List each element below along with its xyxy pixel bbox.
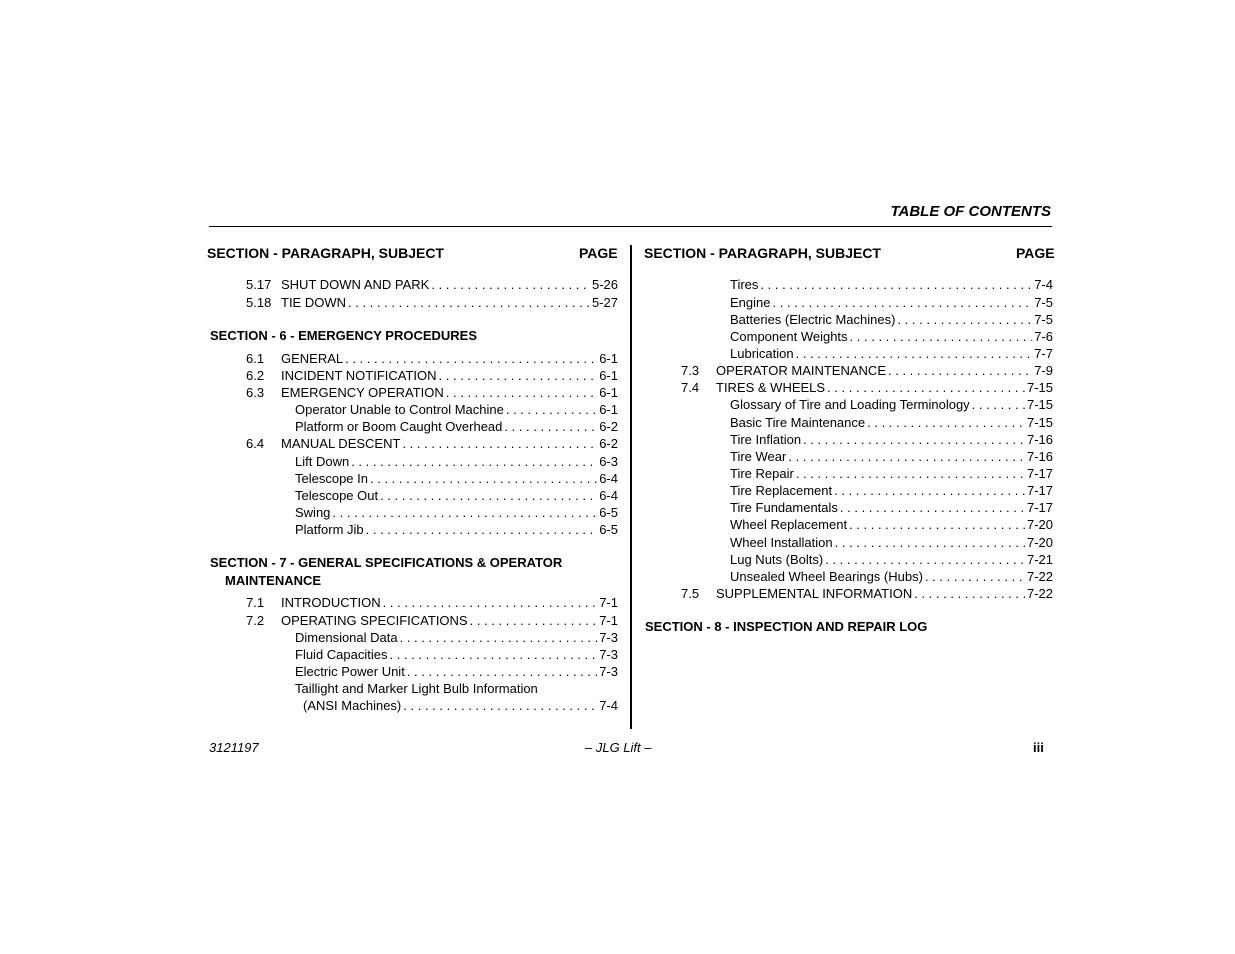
toc-leader-dots [796, 465, 1025, 482]
toc-entry-title: Operator Unable to Control Machine [295, 402, 504, 417]
toc-leader-dots [403, 697, 597, 714]
toc-leader-dots [772, 294, 1032, 311]
toc-entry-number: 6.3 [246, 385, 265, 400]
left-column-heading: SECTION - PARAGRAPH, SUBJECT [207, 245, 444, 261]
section-8-heading[interactable]: SECTION - 8 - INSPECTION AND REPAIR LOG [645, 619, 928, 634]
toc-entry-title: SUPPLEMENTAL INFORMATION [716, 586, 913, 601]
toc-entry-title: Tire Fundamentals [730, 500, 838, 515]
toc-entry-7-5[interactable] [681, 585, 1053, 602]
section-7-heading[interactable]: SECTION - 7 - GENERAL SPECIFICATIONS & OPERATOR [210, 555, 563, 570]
toc-entry-title: INTRODUCTION [281, 595, 381, 610]
toc-leader-dots [402, 435, 597, 452]
toc-subentry[interactable] [730, 396, 1053, 413]
toc-leader-dots [380, 487, 597, 504]
section-6-heading[interactable]: SECTION - 6 - EMERGENCY PROCEDURES [210, 328, 478, 343]
toc-leader-dots [390, 646, 598, 663]
toc-leader-dots [796, 345, 1033, 362]
toc-entry-number: 6.2 [246, 368, 265, 383]
header-rule [209, 226, 1052, 227]
toc-entry-number: 7.1 [246, 595, 265, 610]
toc-leader-dots [351, 453, 597, 470]
toc-entry-page: 7-21 [1026, 552, 1053, 567]
toc-entry-title: Glossary of Tire and Loading Terminology [730, 397, 970, 412]
toc-leader-dots [760, 276, 1032, 293]
toc-entry-6-3[interactable] [246, 384, 618, 401]
toc-entry-number: 6.1 [246, 351, 265, 366]
toc-entry-page: 6-5 [599, 505, 618, 520]
toc-entry-page: 7-20 [1026, 535, 1053, 550]
toc-entry-page: 7-9 [1034, 363, 1053, 378]
toc-entry-number: 7.2 [246, 613, 265, 628]
toc-leader-dots [850, 328, 1033, 345]
toc-subentry[interactable] [730, 414, 1053, 431]
toc-entry-page: 5-26 [591, 277, 618, 292]
page-header-title: TABLE OF CONTENTS [890, 203, 1051, 220]
toc-subentry[interactable] [730, 431, 1053, 448]
toc-subentry-multiline[interactable] [295, 680, 618, 697]
toc-entry-6-4[interactable] [246, 435, 618, 452]
toc-leader-dots [370, 470, 597, 487]
toc-subentry[interactable] [730, 516, 1053, 533]
toc-subentry[interactable] [295, 418, 618, 435]
toc-entry-title: OPERATING SPECIFICATIONS [281, 613, 468, 628]
toc-leader-dots [835, 534, 1025, 551]
toc-subentry[interactable] [295, 663, 618, 680]
toc-entry-page: 7-6 [1034, 329, 1053, 344]
toc-leader-dots [470, 612, 598, 629]
toc-entry-7-4[interactable] [681, 379, 1053, 396]
toc-entry-page: 7-15 [1026, 415, 1053, 430]
toc-subentry[interactable] [730, 345, 1053, 362]
toc-subentry[interactable] [730, 568, 1053, 585]
toc-leader-dots [345, 350, 597, 367]
toc-leader-dots [803, 431, 1025, 448]
toc-subentry[interactable] [730, 534, 1053, 551]
toc-entry-6-2[interactable] [246, 367, 618, 384]
toc-leader-dots [825, 551, 1025, 568]
toc-leader-dots [332, 504, 597, 521]
toc-entry-number: 7.4 [681, 380, 700, 395]
toc-leader-dots [383, 594, 598, 611]
toc-entry-page: 7-4 [599, 698, 618, 713]
toc-entry-page: 7-15 [1026, 397, 1053, 412]
toc-entry-title: Dimensional Data [295, 630, 398, 645]
toc-entry-page: 7-20 [1026, 517, 1053, 532]
toc-subentry[interactable] [295, 504, 618, 521]
right-column-heading: SECTION - PARAGRAPH, SUBJECT [644, 245, 881, 261]
right-page-heading: PAGE [1016, 245, 1055, 261]
toc-entry-page: 7-17 [1026, 483, 1053, 498]
toc-entry-title: Fluid Capacities [295, 647, 388, 662]
toc-leader-dots [431, 276, 590, 293]
toc-entry-page: 6-1 [599, 351, 618, 366]
toc-subentry[interactable] [730, 465, 1053, 482]
toc-subentry[interactable] [295, 453, 618, 470]
toc-entry-page: 7-3 [599, 630, 618, 645]
toc-entry-number: 5.18 [246, 295, 272, 310]
toc-entry-title: Tire Replacement [730, 483, 833, 498]
toc-leader-dots [446, 384, 597, 401]
toc-entry-page: 6-2 [599, 436, 618, 451]
toc-leader-dots [849, 516, 1025, 533]
toc-entry-title: EMERGENCY OPERATION [281, 385, 444, 400]
toc-entry-7-1[interactable] [246, 594, 618, 611]
toc-leader-dots [827, 379, 1025, 396]
column-divider [630, 245, 632, 729]
toc-entry-title: Component Weights [730, 329, 848, 344]
toc-subentry[interactable] [295, 487, 618, 504]
toc-leader-dots [972, 396, 1025, 413]
toc-entry-title: Tires [730, 277, 759, 292]
toc-leader-dots [914, 585, 1025, 602]
toc-entry-title: Batteries (Electric Machines) [730, 312, 896, 327]
toc-entry-7-3[interactable] [681, 362, 1053, 379]
toc-entry-title: MANUAL DESCENT [281, 436, 401, 451]
toc-entry-page: 5-27 [591, 295, 618, 310]
toc-subentry[interactable] [730, 311, 1053, 328]
toc-subentry[interactable] [295, 629, 618, 646]
toc-leader-dots [834, 482, 1025, 499]
toc-entry-number: 6.4 [246, 436, 265, 451]
toc-entry-number: 5.17 [246, 277, 272, 292]
toc-subentry[interactable] [295, 401, 618, 418]
toc-entry-page: 7-7 [1034, 346, 1053, 361]
toc-entry-number: 7.5 [681, 586, 700, 601]
toc-entry-page: 6-4 [599, 488, 618, 503]
toc-entry-title: Swing [295, 505, 331, 520]
toc-entry-page: 7-16 [1026, 449, 1053, 464]
toc-entry-page: 7-15 [1026, 380, 1053, 395]
toc-entry-title: Platform Jib [295, 522, 364, 537]
toc-entry-title: Taillight and Marker Light Bulb Information [295, 681, 538, 696]
toc-entry-title: Wheel Installation [730, 535, 833, 550]
toc-entry-title: Tire Wear [730, 449, 787, 464]
toc-entry-6-1[interactable] [246, 350, 618, 367]
toc-entry-page: 7-5 [1034, 312, 1053, 327]
section-7-heading-cont: MAINTENANCE [225, 573, 322, 588]
toc-leader-dots [407, 663, 597, 680]
toc-entry-title: Wheel Replacement [730, 517, 848, 532]
toc-entry-page: 6-3 [599, 454, 618, 469]
toc-entry-title: GENERAL [281, 351, 344, 366]
toc-entry-page: 7-4 [1034, 277, 1053, 292]
toc-entry-title: Lift Down [295, 454, 350, 469]
toc-entry-page: 7-3 [599, 647, 618, 662]
toc-entry-title: SHUT DOWN AND PARK [281, 277, 430, 292]
toc-entry-page: 6-1 [599, 402, 618, 417]
toc-leader-dots [867, 414, 1025, 431]
toc-entry-title: Platform or Boom Caught Overhead [295, 419, 503, 434]
toc-subentry[interactable] [295, 521, 618, 538]
footer-brand: – JLG Lift – [585, 740, 652, 755]
toc-subentry[interactable] [730, 482, 1053, 499]
toc-entry-title: TIE DOWN [281, 295, 346, 310]
toc-entry-page: 7-5 [1034, 295, 1053, 310]
toc-entry-5-17[interactable] [246, 276, 618, 293]
toc-leader-dots [788, 448, 1025, 465]
toc-entry-title: Lubrication [730, 346, 794, 361]
toc-entry-page: 6-2 [599, 419, 618, 434]
toc-entry-page: 7-1 [599, 613, 618, 628]
toc-entry-page: 7-22 [1026, 586, 1053, 601]
toc-entry-page: 6-1 [599, 385, 618, 400]
toc-entry-page: 7-22 [1026, 569, 1053, 584]
toc-leader-dots [888, 362, 1032, 379]
toc-entry-title: Basic Tire Maintenance [730, 415, 866, 430]
toc-entry-title: INCIDENT NOTIFICATION [281, 368, 437, 383]
footer-page-number: iii [1033, 740, 1044, 755]
toc-leader-dots [400, 629, 598, 646]
toc-entry-title: Telescope In [295, 471, 368, 486]
toc-subentry[interactable] [295, 646, 618, 663]
toc-entry-page: 7-1 [599, 595, 618, 610]
toc-entry-title: Engine [730, 295, 771, 310]
toc-subentry[interactable] [730, 276, 1053, 293]
toc-subentry[interactable] [730, 294, 1053, 311]
toc-entry-page: 7-3 [599, 664, 618, 679]
toc-leader-dots [840, 499, 1025, 516]
toc-subentry-continuation[interactable] [303, 697, 618, 714]
toc-entry-page: 6-4 [599, 471, 618, 486]
left-page-heading: PAGE [579, 245, 618, 261]
toc-subentry[interactable] [730, 448, 1053, 465]
toc-leader-dots [925, 568, 1025, 585]
toc-subentry[interactable] [730, 328, 1053, 345]
toc-entry-title: Electric Power Unit [295, 664, 405, 679]
toc-leader-dots [366, 521, 598, 538]
toc-subentry[interactable] [730, 499, 1053, 516]
toc-entry-7-2[interactable] [246, 612, 618, 629]
toc-entry-title: Tire Repair [730, 466, 794, 481]
toc-entry-number: 7.3 [681, 363, 700, 378]
toc-entry-title: Unsealed Wheel Bearings (Hubs) [730, 569, 923, 584]
toc-leader-dots [506, 401, 597, 418]
toc-entry-page: 6-5 [599, 522, 618, 537]
toc-entry-title: OPERATOR MAINTENANCE [716, 363, 886, 378]
toc-entry-page: 7-17 [1026, 500, 1053, 515]
toc-entry-title: TIRES & WHEELS [716, 380, 826, 395]
toc-entry-title: Telescope Out [295, 488, 379, 503]
toc-entry-page: 6-1 [599, 368, 618, 383]
toc-subentry[interactable] [295, 470, 618, 487]
toc-entry-page: 7-16 [1026, 432, 1053, 447]
toc-leader-dots [504, 418, 597, 435]
toc-leader-dots [439, 367, 598, 384]
toc-entry-page: 7-17 [1026, 466, 1053, 481]
toc-entry-title: Lug Nuts (Bolts) [730, 552, 824, 567]
toc-entry-title: (ANSI Machines) [303, 698, 402, 713]
toc-subentry[interactable] [730, 551, 1053, 568]
toc-entry-5-18[interactable] [246, 294, 618, 311]
toc-leader-dots [897, 311, 1032, 328]
toc-leader-dots [348, 294, 590, 311]
footer-document-number: 3121197 [209, 740, 259, 755]
toc-entry-title: Tire Inflation [730, 432, 802, 447]
